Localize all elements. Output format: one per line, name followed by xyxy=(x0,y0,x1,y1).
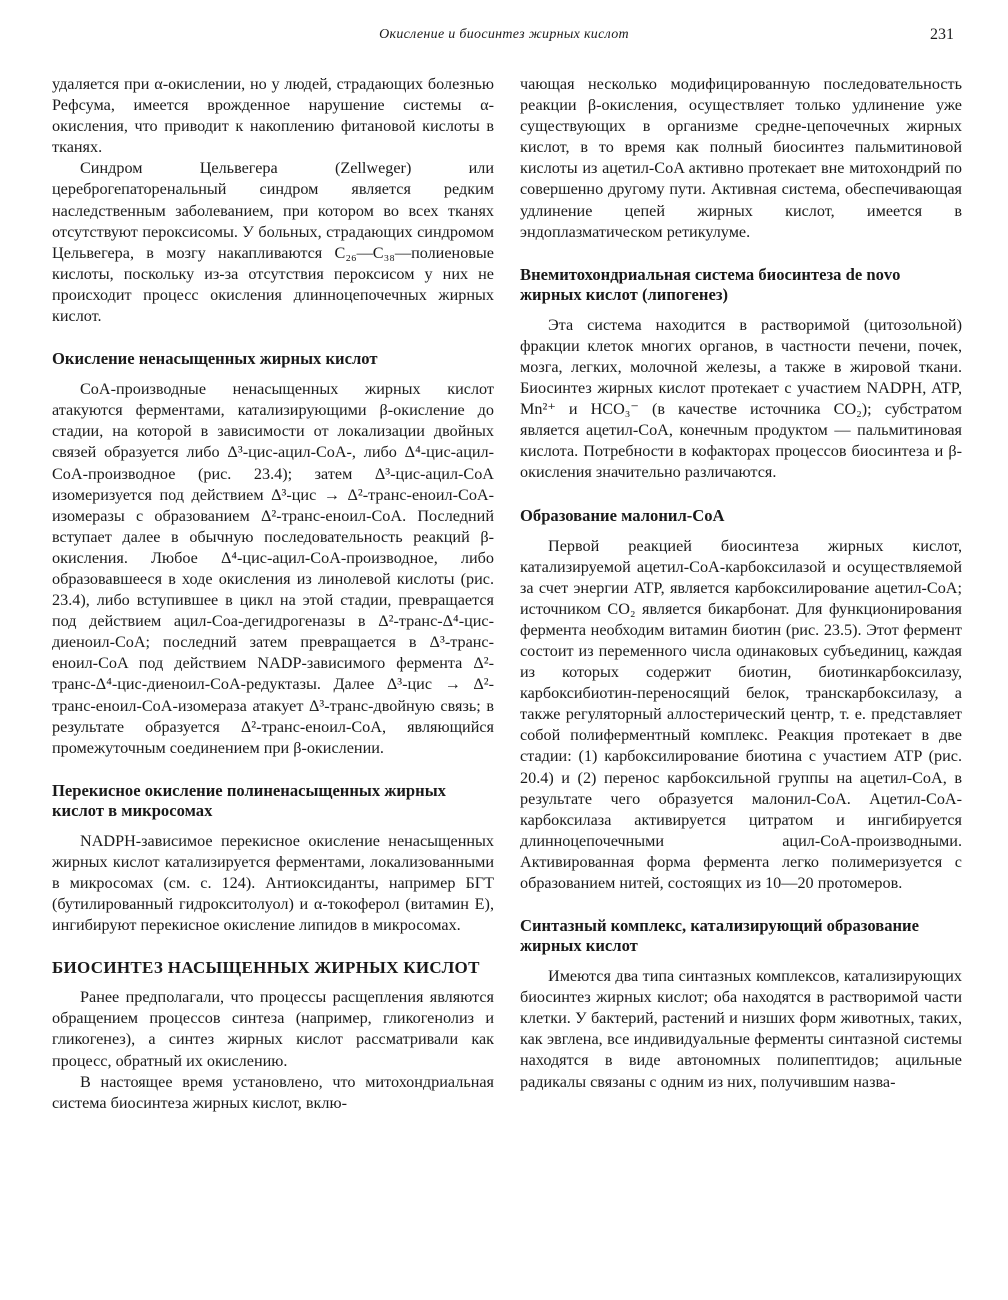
paragraph-current-view: В настоящее время установлено, что митохондриальная система биосинтеза жирных кислот, вклю- xyxy=(52,1072,494,1112)
left-column xyxy=(52,74,494,1114)
heading-unsaturated-oxidation: Окисление ненасыщенных жирных кислот xyxy=(52,349,378,369)
running-title: Окисление и биосинтез жирных кислот xyxy=(379,27,629,42)
paragraph-mitochondrial-system: чающая несколько модифицированную последовательность реакции β-окисления, осуществляет только удлинение уже существующих в организме средне-цепочечных жирных кислот, в то время как полный биосинтез пальмитиновой кислоты из ацетил-CoA активно протекает вне митохондрий по совершенно другому пути. Активная система, обеспечивающая удлинение цепей жирных кислот, имеется в эндоплазматическом ретикулуме. xyxy=(520,75,962,241)
heading-synthase-complex: Синтазный комплекс, катализирующий образование жирных кислот xyxy=(520,916,919,956)
paragraph-refsum: удаляется при α-окислении, но у людей, страдающих болезнью Рефсума, имеется врожденное нарушение системы α-окисления, что приводит к накоплению фитановой кислоты в тканях. xyxy=(52,75,494,157)
paragraph-peroxidation: NADPH-зависимое перекисное окисление ненасыщенных жирных кислот катализируется ферментами, локализованными в микросомах (см. с. 124). Антиоксиданты, например БГТ (бутилированный гидрокситолуол) и α-токоферол (витамин E), ингибируют перекисное окисление липидов в микросомах. xyxy=(52,831,494,935)
paragraph-unsaturated: CoA-производные ненасыщенных жирных кислот атакуются ферментами, катализирующими β-окисление до стадии, на которой в зависимости от локализации двойных связей образуется либо Δ³-цис-ацил-CoA-, либо Δ⁴-цис-ацил-CoA-производное (рис. 23.4); затем Δ³-цис-ацил-CoA изомеризуется под действием Δ³-цис → Δ²-транс-еноил-CoA-изомеразы с образованием Δ²-транс-еноил-CoA. Последний вступает далее в обычную последовательность реакций β-окисления. Любое Δ⁴-цис-ацил-CoA-производное, либо образовавшееся в ходе окисления из линолевой кислоты (рис. 23.4), либо вступившее в цикл на этой стадии, превращается под действием ацил-Coa-дегидрогеназы в Δ²-транс-Δ⁴-цис-диеноил-CoA; последний затем превращается в Δ³-транс-еноил-CoA под действием NADP-зависимого фермента Δ²-транс-Δ⁴-цис-диеноил-CoA-редуктазы. Далее Δ³-цис → Δ²-транс-еноил-CoA-изомераза атакует Δ³-транс-двойную связь; в результате образуется Δ²-транс-еноил-CoA, являющийся промежуточным соединением при β-окислении. xyxy=(52,380,494,757)
heading-saturated-biosynthesis: БИОСИНТЕЗ НАСЫЩЕННЫХ ЖИРНЫХ КИСЛОТ xyxy=(52,958,480,978)
right-column xyxy=(520,74,962,1093)
paragraph-zellweger: Синдром Цельвегера (Zellweger) или цереброгепаторенальный синдром является редким наследственным заболеванием, при котором во всех тканях отсутствуют пероксисомы. У больных, страдающих синдромом Цельвегера, в мозгу накапливаются C₂₆—C₃₈—полиеновые кислоты, поскольку из-за отсутствия пероксисом у них не происходит процесс окисления длинноцепочечных жирных кислот. xyxy=(52,159,494,326)
heading-malonyl-coa: Образование малонил-CoA xyxy=(520,505,725,525)
paragraph-earlier-view: Ранее предполагали, что процессы расщепления являются обращением процессов синтеза (например, гликогенолиз и гликогенез), а синтез жирных кислот рассматривали как процесс, обратный их окислению. xyxy=(52,988,494,1070)
paragraph-cytosolic-system: Эта система находится в растворимой (цитозольной) фракции клеток многих органов, в частности печени, почек, мозга, легких, молочной железы, а также в жировой ткани. Биосинтез жирных кислот протекает с участием NADPH, ATP, Mn²⁺ и HCO₃⁻ (в качестве источника CO₂); субстратом является ацетил-CoA, конечным продуктом — пальмитиновая кислота. Потребности в кофакторах процессов биосинтеза и β-окисления значительно различаются. xyxy=(520,315,962,482)
page-number: 231 xyxy=(930,26,954,43)
heading-peroxidation: Перекисное окисление полиненасыщенных жирных кислот в микросомах xyxy=(52,780,446,820)
paragraph-synthase-types: Имеются два типа синтазных комплексов, катализирующих биосинтез жирных кислот; оба находятся в растворимой части клетки. У бактерий, растений и низших форм животных, таких, как эвглена, все индивидуальные ферменты синтазной системы находятся в виде автономных полипептидов; ацильные радикалы связаны с одним из них, получившим назва- xyxy=(520,967,962,1091)
heading-lipogenesis: Внемитохондриальная система биосинтеза de novo жирных кислот (липогенез) xyxy=(520,264,901,304)
paragraph-malonyl-coa: Первой реакцией биосинтеза жирных кислот, катализируемой ацетил-CoA-карбоксилазой и осуществляемой за счет энергии ATP, является карбоксилирование ацетил-CoA; источником CO₂ является бикарбонат. Для функционирования фермента необходим витамин биотин (рис. 23.5). Этот фермент состоит из переменного числа одинаковых субъединиц, каждая из которых содержит биотин, биотинкарбоксилазу, карбоксибиотин-переносящий белок, транскарбоксилазу, а также регуляторный аллостерический центр, т. е. представляет собой полиферментный комплекс. Реакция протекает в две стадии: (1) карбоксилирование биотина с участием ATP (рис. 20.4) и (2) перенос карбоксильной группы на ацетил-CoA, в результате чего образуется малонил-CoA. Ацетил-CoA-карбоксилаза активируется цитратом и ингибируется длинноцепочечными ацил-CoA-производными. Активированная форма фермента легко полимеризуется с образованием нитей, состоящих из 10—20 протомеров. xyxy=(520,536,962,892)
